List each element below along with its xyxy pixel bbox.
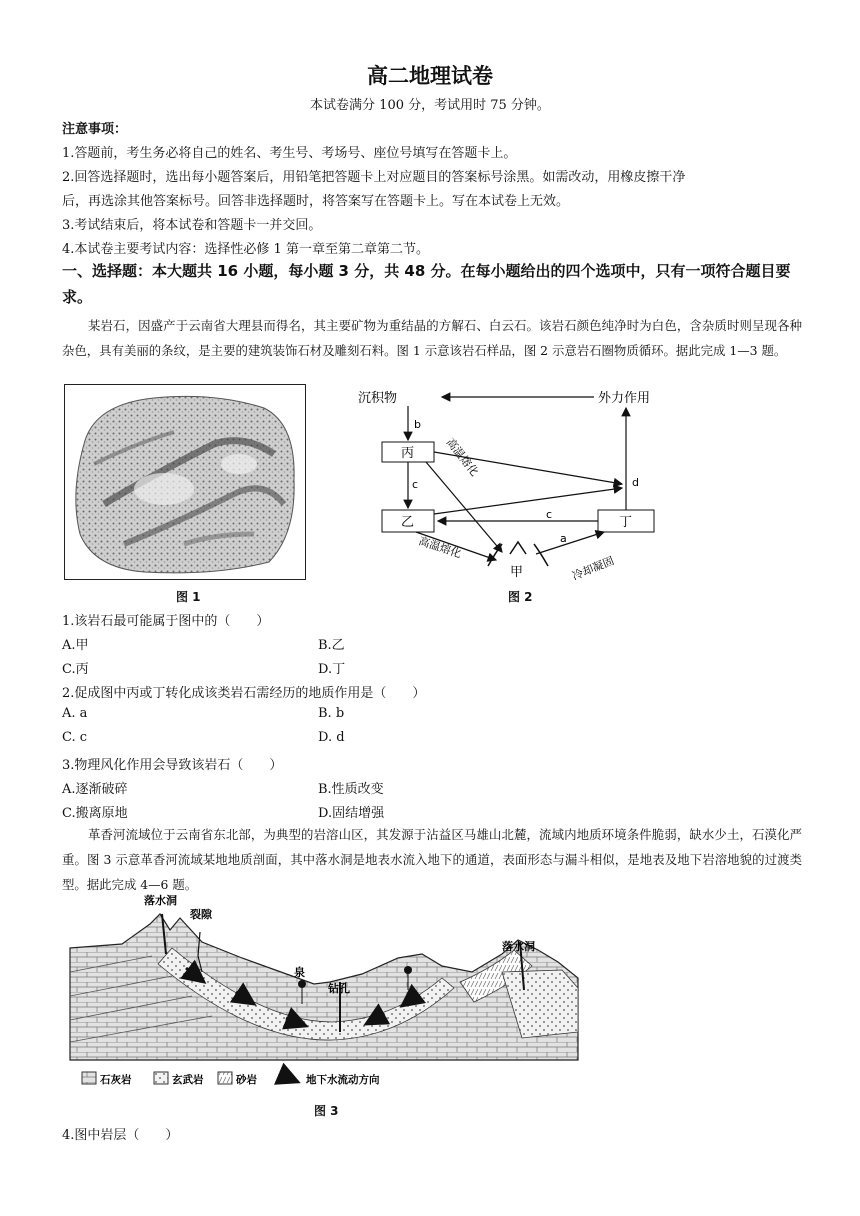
label-yi: 乙 — [401, 515, 415, 530]
q3-option-c: C.搬离原地 — [62, 806, 128, 821]
legend-limestone: 石灰岩 — [100, 1074, 132, 1086]
label-sediment: 沉积物 — [358, 391, 398, 406]
label-external-force: 外力作用 — [598, 391, 651, 406]
label-c-left: c — [412, 478, 419, 491]
q2-option-a: A. a — [62, 706, 88, 721]
label-sinkhole-1: 落水洞 — [144, 894, 177, 907]
figure-3-geologic-profile — [62, 892, 590, 1092]
q1-stem: 1.该岩石最可能属于图中的（ ） — [62, 614, 270, 629]
q2-option-c: C. c — [62, 730, 88, 745]
label-c-bottom: c — [546, 508, 553, 521]
label-melt-1: 高温熔化 — [443, 435, 481, 479]
q1-option-a: A.甲 — [62, 638, 89, 653]
legend-basalt: 玄武岩 — [172, 1074, 204, 1086]
q3-option-b: B.性质改变 — [318, 782, 384, 797]
label-jia: 甲 — [510, 565, 524, 580]
q3-option-d: D.固结增强 — [318, 806, 385, 821]
q4-stem: 4.图中岩层（ ） — [62, 1128, 179, 1143]
label-a: a — [560, 532, 567, 545]
notes-heading: 注意事项： — [62, 122, 128, 137]
label-ding: 丁 — [619, 515, 633, 530]
q1-option-b: B.乙 — [318, 638, 345, 653]
q3-stem: 3.物理风化作用会导致该岩石（ ） — [62, 758, 283, 773]
label-bing: 丙 — [401, 446, 415, 461]
note-item-3: 3.考试结束后，将本试卷和答题卡一并交回。 — [62, 218, 322, 233]
passage-1: 某岩石，因盛产于云南省大理县而得名，其主要矿物为重结晶的方解石、白云石。该岩石颜色纯净时为白色，含杂质时则呈现各种杂色，具有美丽的条纹，是主要的建筑装饰石材及雕刻石料。图 1 示意该岩石样品，图 2 示意岩石圈物质循环。据此完成 1—3 题。 — [62, 318, 802, 358]
q2-option-b: B. b — [318, 706, 345, 721]
section-heading: 一、选择题：本大题共 16 小题，每小题 3 分，共 48 分。在每小题给出的四个选项中，只有一项符合题目要求。 — [62, 262, 791, 306]
label-cool: 冷却凝固 — [570, 554, 616, 583]
legend-sandstone: 砂岩 — [236, 1074, 257, 1086]
label-sinkhole-2: 落水洞 — [502, 940, 535, 953]
figure-1-caption: 图 1 — [176, 590, 201, 604]
q1-option-c: C.丙 — [62, 662, 89, 677]
legend-flow: 地下水流动方向 — [306, 1074, 380, 1086]
figure-2-rock-cycle — [350, 384, 670, 584]
label-b: b — [414, 418, 421, 431]
figure-3-caption: 图 3 — [314, 1104, 339, 1118]
q3-option-a: A.逐渐破碎 — [62, 782, 128, 797]
label-spring: 泉 — [294, 966, 305, 979]
label-d: d — [632, 476, 639, 489]
note-item-4: 4.本试卷主要考试内容：选择性必修 1 第一章至第二章第二节。 — [62, 242, 429, 257]
note-item-2b: 后，再选涂其他答案标号。回答非选择题时，将答案写在答题卡上。写在本试卷上无效。 — [62, 194, 570, 209]
q2-stem: 2.促成图中丙或丁转化成该类岩石需经历的地质作用是（ ） — [62, 686, 426, 701]
label-borehole: 钻孔 — [328, 982, 350, 995]
page-subtitle: 本试卷满分 100 分，考试用时 75 分钟。 — [310, 98, 550, 113]
q2-option-d: D. d — [318, 730, 345, 745]
page-title: 高二地理试卷 — [367, 64, 493, 88]
figure-1-rock-image — [64, 384, 306, 580]
label-fissure: 裂隙 — [190, 908, 212, 921]
passage-2: 革香河流域位于云南省东北部，为典型的岩溶山区，其发源于沾益区马雄山北麓，流域内地质环境条件脆弱，缺水少土，石漠化严重。图 3 示意革香河流域某地地质剖面，其中落水洞是地表水流入地下的通道，表面形态与漏斗相似，是地表及地下岩溶地貌的过渡类型。据此完成 4—6 题。 — [62, 827, 802, 892]
note-item-2a: 2.回答选择题时，选出每小题答案后，用铅笔把答题卡上对应题目的答案标号涂黑。如需改动，用橡皮擦干净 — [62, 170, 686, 185]
label-melt-2: 高温熔化 — [417, 534, 463, 561]
figure-2-caption: 图 2 — [508, 590, 533, 604]
q1-option-d: D.丁 — [318, 662, 346, 677]
note-item-1: 1.答题前，考生务必将自己的姓名、考生号、考场号、座位号填写在答题卡上。 — [62, 146, 517, 161]
